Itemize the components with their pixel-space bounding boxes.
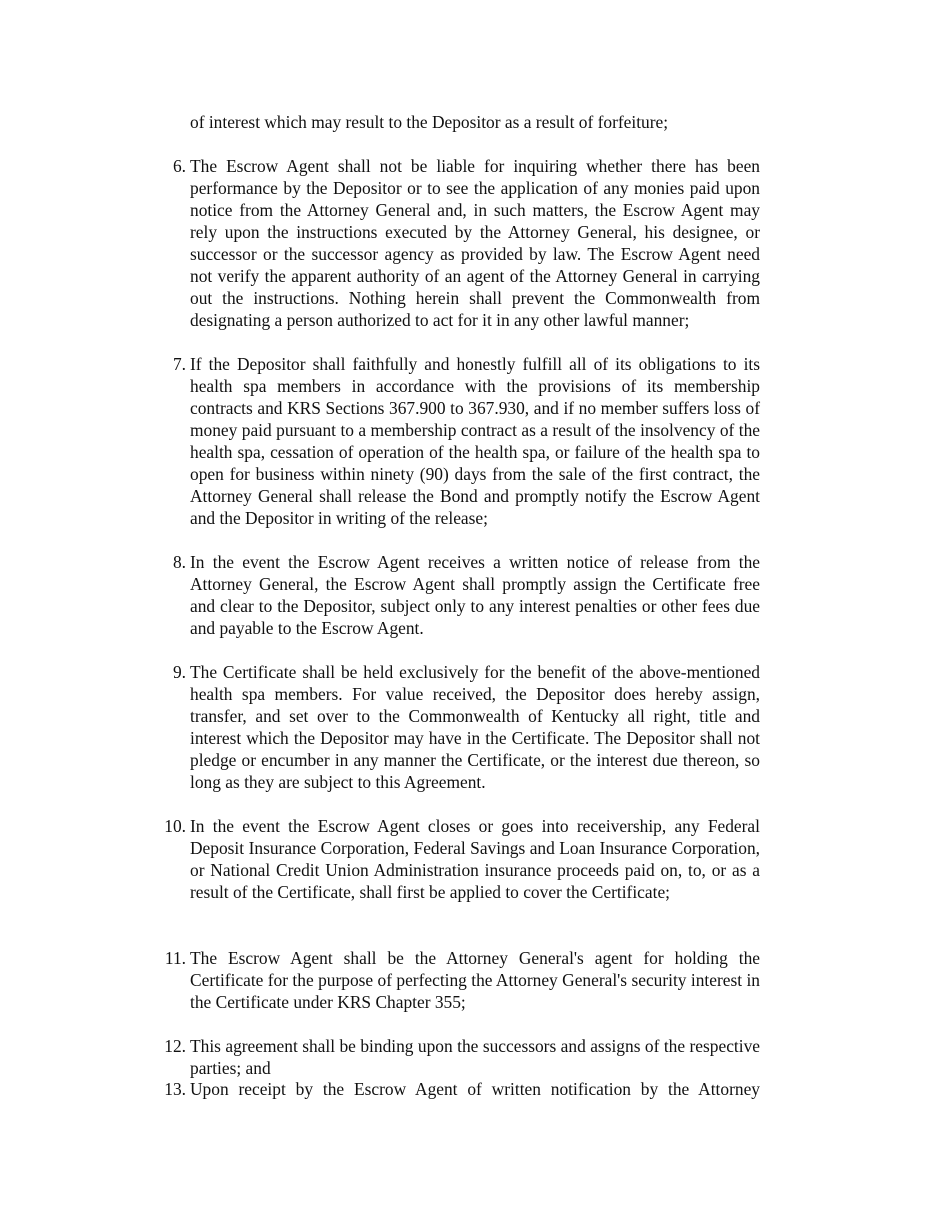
item-number: 6.: [172, 156, 186, 176]
item-text: This agreement shall be binding upon the successors and assigns of the respective parties; and: [190, 1036, 760, 1078]
item-number: 12.: [164, 1036, 186, 1056]
continuation-text: of interest which may result to the Depositor as a result of forfeiture;: [190, 112, 669, 132]
item-number: 10.: [164, 816, 186, 836]
item-text: The Certificate shall be held exclusively for the benefit of the above-mentioned health spa members. For value received, the Depositor does hereby assign, transfer, and set over to the Commonwealth of Kentucky all right, title and interest which the Depositor may have in the Certificate. The Depositor shall not pledge or encumber in any manner the Certificate, or the interest due thereon, so long as they are subject to this Agreement.: [190, 662, 760, 792]
item-text: The Escrow Agent shall be the Attorney General's agent for holding the Certificate for the purpose of perfecting the Attorney General's security interest in the Certificate under KRS Chapter 355;: [190, 948, 760, 1012]
item-number: 11.: [164, 948, 186, 968]
item-text: The Escrow Agent shall not be liable for inquiring whether there has been performance by the Depositor or to see the application of any monies paid upon notice from the Attorney General and, in such matters, the Escrow Agent may rely upon the instructions executed by the Attorney General, his designee, or successor or the successor agency as provided by law. The Escrow Agent need not verify the apparent authority of an agent of the Attorney General in carrying out the instructions. Nothing herein shall prevent the Commonwealth from designating a person authorized to act for it in any other lawful manner;: [190, 156, 760, 330]
item-number: 13.: [164, 1079, 186, 1099]
item-number: 9.: [172, 662, 186, 682]
item-text: Upon receipt by the Escrow Agent of written notification by the Attorney: [190, 1079, 760, 1099]
item-text: If the Depositor shall faithfully and honestly fulfill all of its obligations to its health spa members in accordance with the provisions of its membership contracts and KRS Sections 367.900 to 367.930, and if no member suffers loss of money paid pursuant to a membership contract as a result of the insolvency of the health spa, cessation of operation of the health spa, or failure of the health spa to open for business within ninety (90) days from the sale of the first contract, the Attorney General shall release the Bond and promptly notify the Escrow Agent and the Depositor in writing of the release;: [190, 354, 760, 528]
item-text: In the event the Escrow Agent receives a written notice of release from the Attorney General, the Escrow Agent shall promptly assign the Certificate free and clear to the Depositor, subject only to any interest penalties or other fees due and payable to the Escrow Agent.: [190, 552, 760, 638]
item-number: 7.: [172, 354, 186, 374]
item-number: 8.: [172, 552, 186, 572]
item-text: In the event the Escrow Agent closes or goes into receivership, any Federal Deposit Insurance Corporation, Federal Savings and Loan Insurance Corporation, or National Credit Union Administration insurance proceeds paid on, to, or as a result of the Certificate, shall first be applied to cover the Certificate;: [190, 816, 760, 902]
